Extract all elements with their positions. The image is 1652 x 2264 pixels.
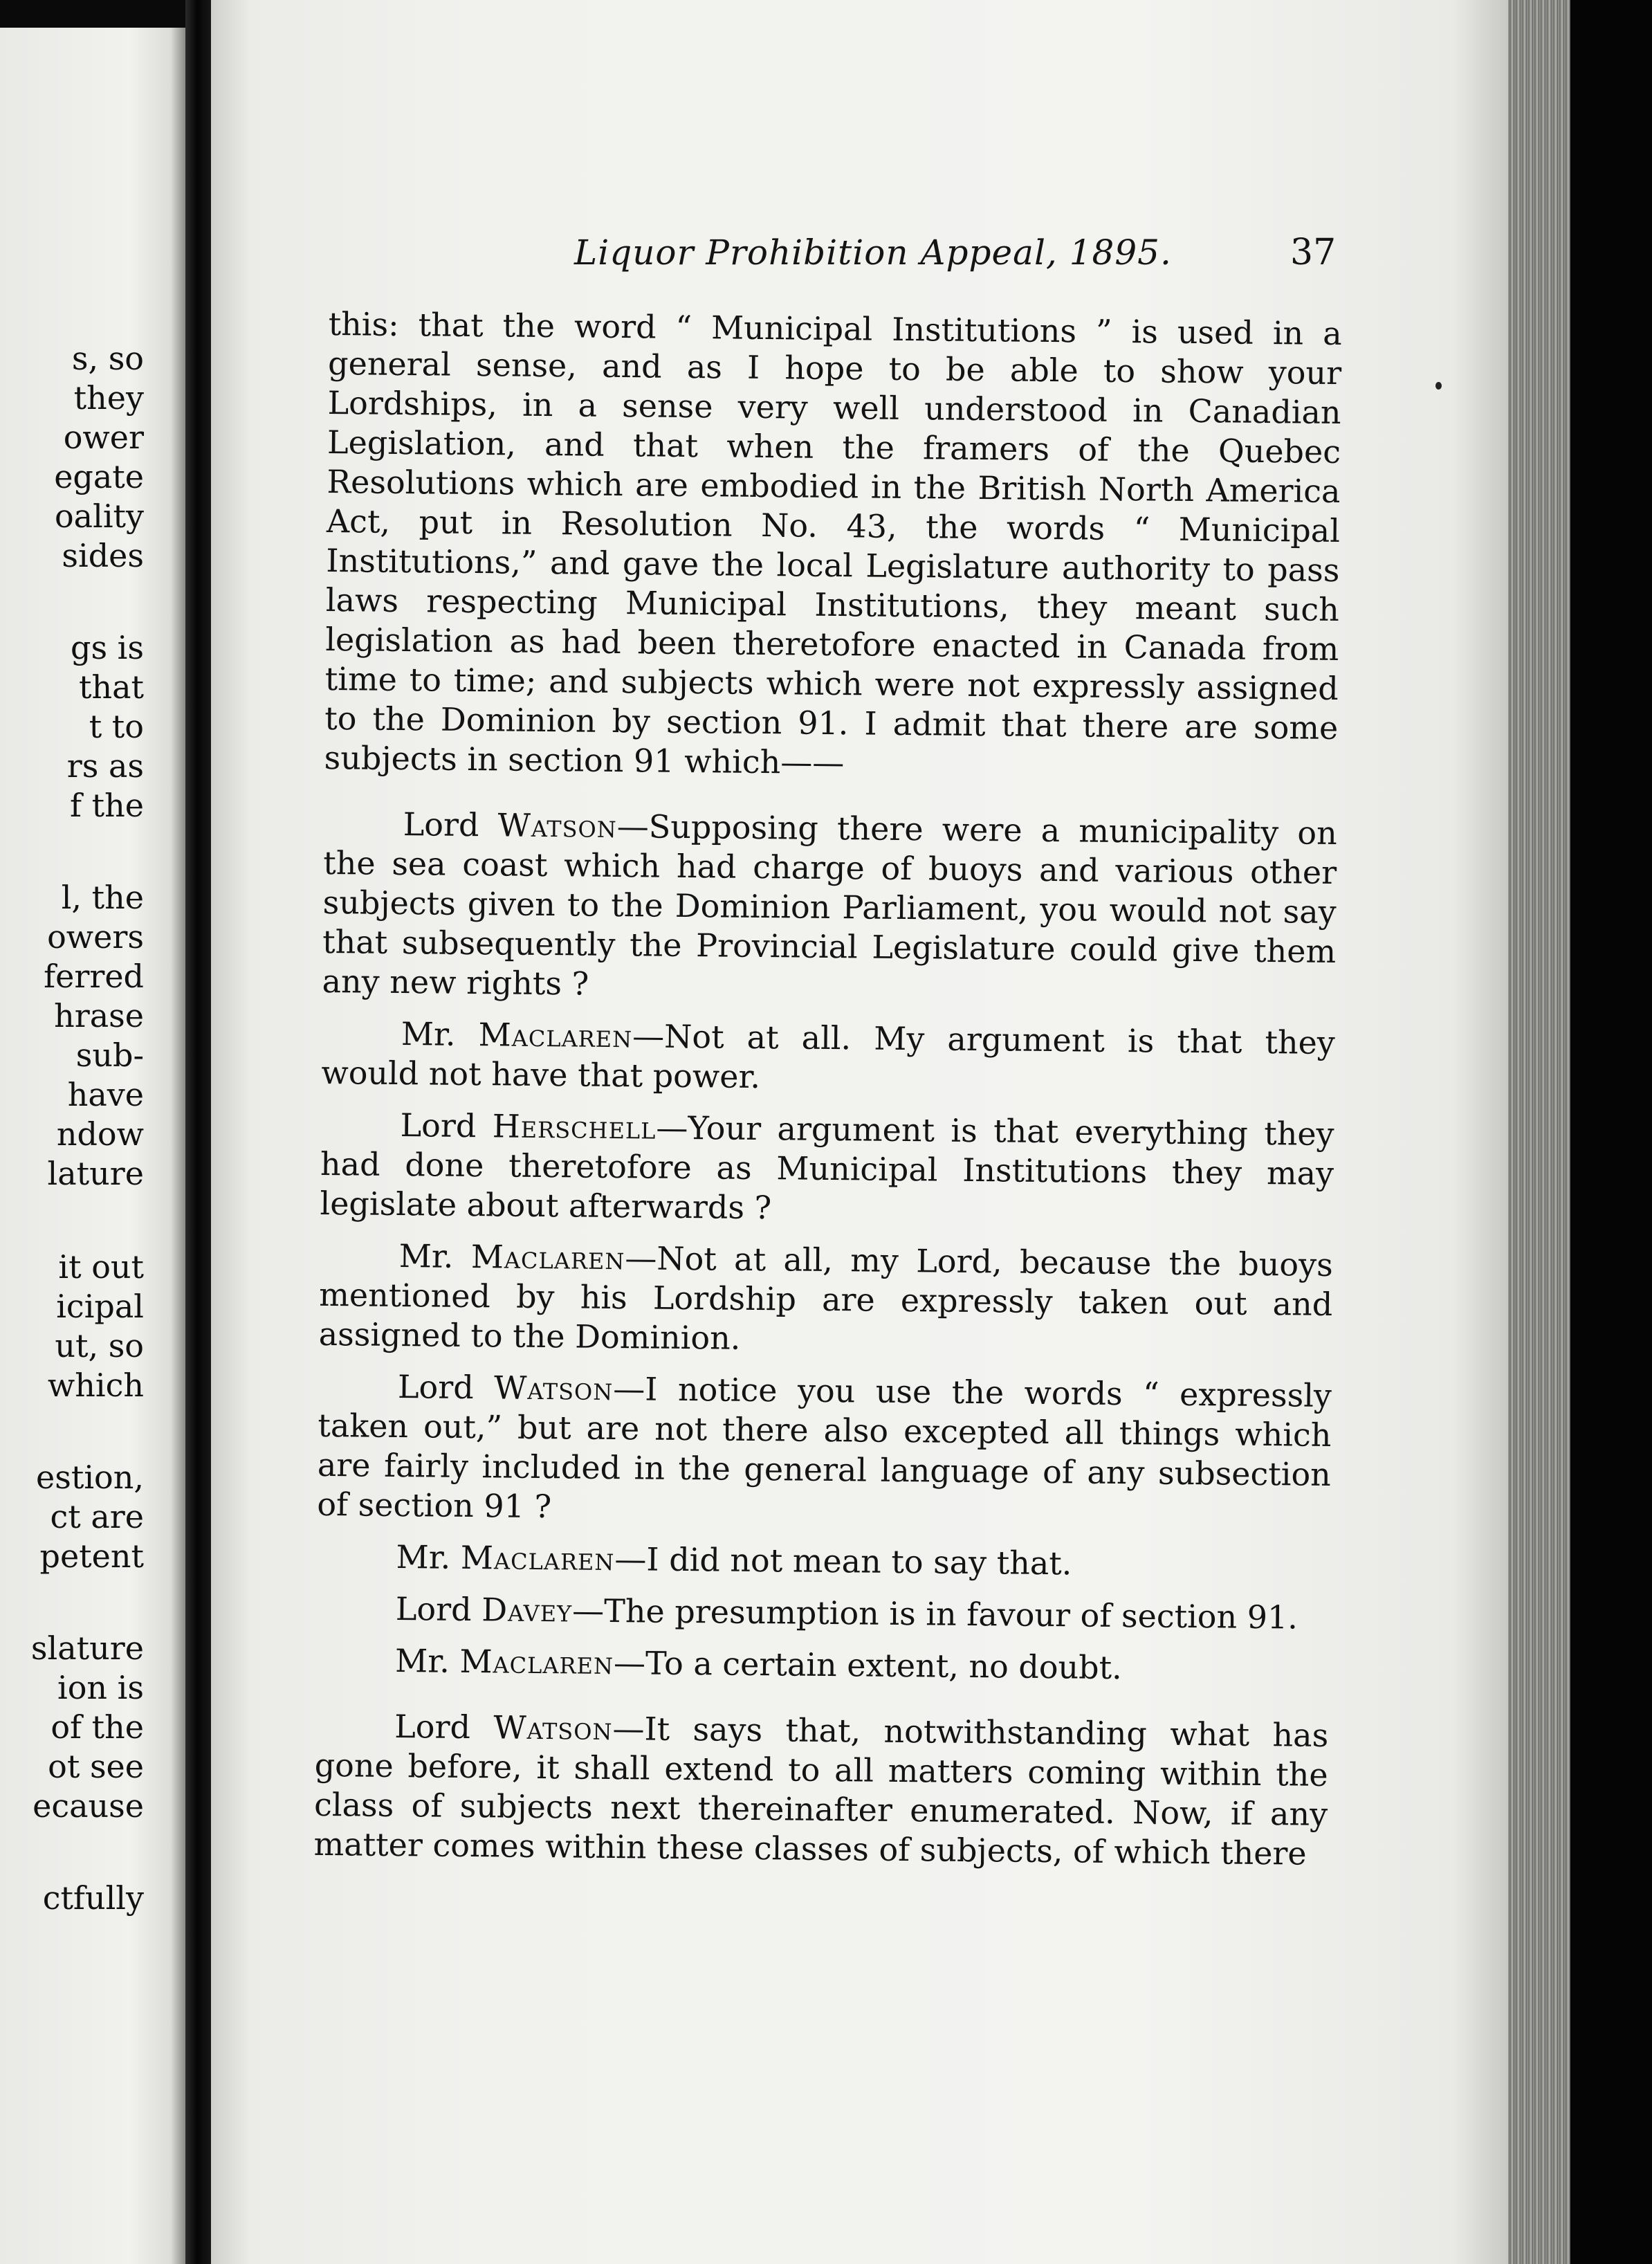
speaker-title: Lord	[400, 1106, 477, 1145]
dialogue-paragraph: Lord Davey—The presumption is in favour of section 91.	[395, 1590, 1298, 1636]
dialogue-text: The presumption is in favour of section 91.	[603, 1591, 1298, 1636]
dialogue-paragraph: Lord Watson—It says that, notwithstanding what has gone before, it shall extend to all matters coming within the class of subjects next thereinafter enumerated. Now, if any matter comes within these classes of subjects, of which there	[313, 1708, 1329, 1872]
speaker-title: Mr.	[398, 1237, 454, 1275]
dialogue-text: Not at all. My argument is that they would not have that power.	[321, 1017, 1336, 1096]
scan-border	[1570, 0, 1652, 2264]
left-page-fragment: rs as	[66, 747, 144, 785]
left-page-fragment: ecause	[33, 1787, 144, 1825]
left-page-fragment: ctfully	[42, 1879, 144, 1917]
dialogue-paragraph: Mr. Maclaren—Not at all, my Lord, because the buoys mentioned by his Lordship are expressly taken out and assigned to the Dominion.	[318, 1237, 1334, 1357]
left-page-fragment: ot see	[48, 1748, 144, 1785]
left-page-fragment: f the	[70, 787, 144, 824]
left-page-fragment: hrase	[54, 997, 144, 1034]
dialogue-text: I did not mean to say that.	[646, 1540, 1072, 1582]
speaker-name: Maclaren	[470, 1238, 625, 1277]
paragraph-text: this: that the word “ Municipal Institutions ” is used in a general sense, and as I hope to be able to show your Lordships, in a sense very well understood in Canadian Legislation, and that when the framers of the Quebec Resolutions which are embodied in the British North America Act, put in Resolution No. 43, the words “ Municipal Institutions,” and gave the local Legislature authority to pass laws respecting Municipal Institutions, they meant such legislation as had been theretofore enacted in Canada from time to time; and subjects which were not expressly assigned to the Dominion by section 91. I admit that there are some subjects in section 91 which——	[324, 304, 1342, 782]
page-body	[313, 304, 1342, 1874]
speaker-name: Maclaren	[478, 1016, 633, 1055]
left-page-fragment: it out	[58, 1248, 144, 1286]
left-page-fragment: l, the	[61, 879, 144, 916]
speaker-name: Davey	[481, 1591, 573, 1629]
left-page-fragment: of the	[51, 1708, 144, 1746]
dialogue-paragraph: Mr. Maclaren—To a certain extent, no doubt.	[394, 1642, 1123, 1687]
speaker-name: Watson	[493, 1708, 613, 1748]
dialogue-text: I notice you use the words “ expressly taken out,” but are not there also excepted all things which are fairly included in the general language of any subsection of section 91 ?	[317, 1370, 1332, 1526]
left-page-fragment: petent	[39, 1537, 144, 1575]
left-page-fragment: icipal	[56, 1288, 144, 1325]
dialogue-paragraph: Lord Watson—I notice you use the words “ expressly taken out,” but are not there also excepted all things which are fairly included in the general language of any subsection of section 91 ?	[317, 1368, 1332, 1526]
page-edges	[1508, 0, 1570, 2264]
left-page-fragment: have	[67, 1076, 144, 1113]
left-page-fragment: ut, so	[55, 1327, 144, 1364]
left-page-fragment: ndow	[56, 1115, 144, 1153]
speaker-name: Maclaren	[459, 1642, 614, 1682]
left-page-fragment: ion is	[57, 1669, 144, 1706]
left-page-fragment: egate	[54, 458, 144, 495]
speaker-title: Lord	[397, 1368, 474, 1407]
left-page-fragment: s, so	[71, 340, 144, 377]
left-page-fragment: owers	[47, 918, 144, 956]
left-page-fragment: sides	[62, 537, 144, 574]
page-header	[211, 228, 1532, 277]
left-page-fragment: ferred	[44, 958, 144, 995]
dialogue-text: It says that, notwithstanding what has gone before, it shall extend to all matters coming within the class of subjects next thereinafter enumerated. Now, if any matter comes within these classes of subjects, of which there	[313, 1710, 1329, 1872]
speaker-title: Lord	[395, 1590, 472, 1629]
dialogue-text: Not at all, my Lord, because the buoys mentioned by his Lordship are expressly taken out and assigned to the Dominion.	[318, 1239, 1334, 1357]
speaker-title: Lord	[403, 805, 479, 844]
dialogue-paragraph: Mr. Maclaren—Not at all. My argument is that they would not have that power.	[321, 1015, 1336, 1096]
left-page-fragment: they	[73, 379, 144, 417]
dialogue-text: Your argument is that everything they had done theretofore as Municipal Institutions they may legislate about afterwards ?	[320, 1109, 1334, 1227]
dialogue-text: To a certain extent, no doubt.	[645, 1644, 1123, 1687]
dialogue-paragraph: Lord Herschell—Your argument is that everything they had done theretofore as Municipal Institutions they may legislate about afterwards ?	[320, 1106, 1334, 1227]
left-page-fragment: which	[47, 1367, 144, 1404]
left-page-fragment: gs is	[71, 629, 144, 666]
scan-speck	[1435, 382, 1442, 390]
dialogue-paragraph: Mr. Maclaren—I did not mean to say that.	[396, 1538, 1072, 1582]
speaker-title: Mr.	[396, 1538, 451, 1576]
book-gutter	[185, 0, 214, 2264]
speaker-title: Lord	[394, 1708, 471, 1746]
speaker-title: Mr.	[401, 1015, 456, 1053]
left-page-fragment: slature	[30, 1629, 144, 1667]
speaker-name: Watson	[497, 806, 618, 846]
paragraph	[324, 304, 1341, 787]
left-page-fragment: that	[78, 668, 144, 706]
running-title: Liquor Prohibition Appeal, 1895.	[574, 232, 1172, 273]
speaker-name: Watson	[493, 1369, 614, 1408]
page-number: 37	[1290, 232, 1337, 273]
dialogue-paragraph: Lord Watson—Supposing there were a municipality on the sea coast which had charge of buoys and various other subjects given to the Dominion Parliament, you would not say that subsequently the Provincial Legislature could give them any new rights ?	[322, 805, 1337, 1003]
left-page-fragment: ct are	[50, 1498, 144, 1535]
left-page-fragment: sub-	[75, 1037, 144, 1074]
left-page-fragment: oality	[54, 497, 144, 535]
left-page-fragment: t to	[89, 708, 144, 745]
dialogue-text: Supposing there were a municipality on the sea coast which had charge of buoys and various other subjects given to the Dominion Parliament, you would not say that subsequently the Provincial Legislature could give them any new rights ?	[322, 807, 1337, 1003]
left-page-fragment: estion,	[36, 1459, 144, 1496]
main-page	[211, 0, 1532, 2264]
left-facing-page	[0, 28, 185, 2264]
left-page-fragment: lature	[47, 1155, 144, 1192]
speaker-name: Herschell	[492, 1107, 657, 1147]
left-page-fragment: ower	[63, 419, 144, 456]
speaker-title: Mr.	[394, 1642, 450, 1680]
speaker-name: Maclaren	[460, 1538, 615, 1578]
